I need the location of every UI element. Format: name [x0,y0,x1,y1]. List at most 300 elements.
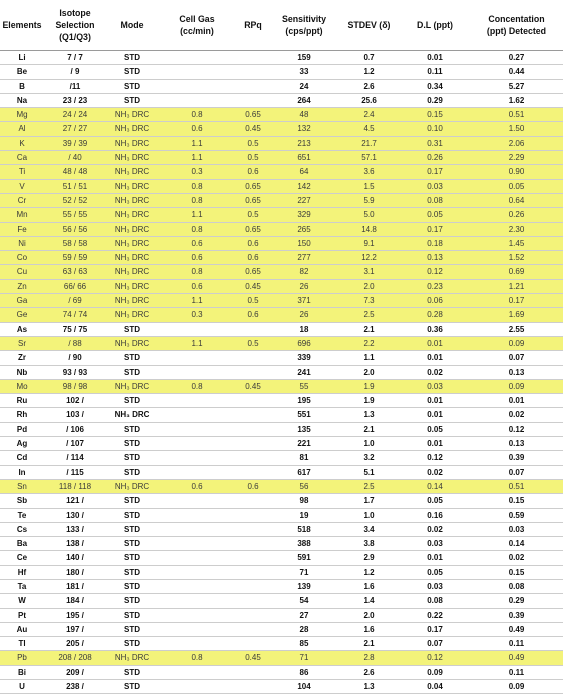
mode-cell: STD [106,365,158,379]
cell-gas-cell [158,451,236,465]
isotope-cell: /11 [44,79,106,93]
isotope-cell: 184 / [44,594,106,608]
detection-limit-cell: 0.03 [400,179,470,193]
header-line: Cell Gas [179,13,215,24]
rpq-cell [236,622,270,636]
concentration-cell: 0.02 [470,551,563,565]
concentration-cell: 0.05 [470,179,563,193]
mode-cell: STD [106,437,158,451]
rpq-cell [236,65,270,79]
element-cell: Pt [0,608,44,622]
mode-cell: STD [106,680,158,694]
element-cell: In [0,465,44,479]
sensitivity-cell: 591 [270,551,338,565]
detection-limit-cell: 0.23 [400,279,470,293]
table-row [0,579,563,593]
isotope-cell: / 69 [44,294,106,308]
stdev-cell: 12.2 [338,251,400,265]
sensitivity-cell: 265 [270,222,338,236]
table-row [0,665,563,679]
concentration-cell: 0.15 [470,565,563,579]
element-cell: U [0,680,44,694]
header-line: Concentation [488,13,545,24]
cell-gas-cell: 0.8 [158,179,236,193]
sensitivity-cell: 150 [270,236,338,250]
isotope-cell: / 88 [44,336,106,350]
concentration-cell: 0.07 [470,351,563,365]
stdev-cell: 2.8 [338,651,400,665]
table-row [0,265,563,279]
mode-cell: STD [106,51,158,65]
element-cell: Au [0,622,44,636]
element-cell: Ag [0,437,44,451]
mode-cell: STD [106,594,158,608]
stdev-cell: 21.7 [338,136,400,150]
isotope-cell: 195 / [44,608,106,622]
element-cell: Na [0,93,44,107]
cell-gas-cell: 0.3 [158,165,236,179]
detection-limit-cell: 0.14 [400,479,470,493]
concentration-cell: 0.49 [470,651,563,665]
detection-limit-cell: 0.12 [400,651,470,665]
element-cell: W [0,594,44,608]
stdev-cell: 2.4 [338,108,400,122]
header-line: RPq [244,19,262,30]
element-cell: Ba [0,537,44,551]
cell-gas-cell: 0.8 [158,265,236,279]
mode-cell: STD [106,79,158,93]
cell-gas-cell [158,508,236,522]
rpq-cell [236,565,270,579]
element-cell: Mn [0,208,44,222]
element-cell: Ca [0,151,44,165]
rpq-cell: 0.5 [236,208,270,222]
rpq-cell: 0.5 [236,151,270,165]
table-row [0,336,563,350]
isotope-cell: 180 / [44,565,106,579]
isotope-cell: 56 / 56 [44,222,106,236]
mode-cell: NH₃ DRC [106,208,158,222]
cell-gas-cell [158,422,236,436]
stdev-cell: 1.2 [338,565,400,579]
cell-gas-cell [158,79,236,93]
cell-gas-cell: 0.8 [158,379,236,393]
table-row [0,551,563,565]
mode-cell: NH₃ DRC [106,265,158,279]
rpq-cell: 0.65 [236,193,270,207]
stdev-cell: 1.6 [338,622,400,636]
mode-cell: NH₃ DRC [106,294,158,308]
concentration-cell: 2.29 [470,151,563,165]
table-row [0,565,563,579]
table-row [0,294,563,308]
stdev-cell: 7.3 [338,294,400,308]
element-cell: Sb [0,494,44,508]
mode-cell: NH₃ DRC [106,222,158,236]
rpq-cell [236,579,270,593]
stdev-cell: 1.6 [338,579,400,593]
table-row [0,65,563,79]
concentration-cell: 0.64 [470,193,563,207]
table-row [0,79,563,93]
detection-limit-cell: 0.34 [400,79,470,93]
detection-limit-cell: 0.18 [400,236,470,250]
sensitivity-cell: 518 [270,522,338,536]
cell-gas-cell: 0.6 [158,122,236,136]
element-cell: Pd [0,422,44,436]
stdev-cell: 5.0 [338,208,400,222]
header-line: Elements [2,19,42,30]
cell-gas-cell [158,465,236,479]
element-cell: Ge [0,308,44,322]
stdev-cell: 9.1 [338,236,400,250]
rpq-cell [236,508,270,522]
rpq-cell [236,494,270,508]
concentration-cell: 0.03 [470,522,563,536]
sensitivity-cell: 696 [270,336,338,350]
table-row [0,594,563,608]
rpq-cell [236,437,270,451]
table-row [0,608,563,622]
detection-limit-cell: 0.02 [400,465,470,479]
isotope-cell: 133 / [44,522,106,536]
sensitivity-cell: 139 [270,579,338,593]
rpq-cell [236,365,270,379]
element-cell: Pb [0,651,44,665]
mode-cell: STD [106,637,158,651]
isotope-cell: 102 / [44,394,106,408]
table-header [0,0,563,51]
rpq-cell [236,608,270,622]
sensitivity-cell: 277 [270,251,338,265]
cell-gas-cell [158,680,236,694]
rpq-cell: 0.5 [236,294,270,308]
mode-cell: STD [106,608,158,622]
detection-limit-cell: 0.10 [400,122,470,136]
isotope-cell: 23 / 23 [44,93,106,107]
cell-gas-cell [158,537,236,551]
element-cell: K [0,136,44,150]
rpq-cell [236,680,270,694]
table-row [0,151,563,165]
table-row [0,437,563,451]
isotope-cell: 138 / [44,537,106,551]
rpq-cell: 0.45 [236,379,270,393]
mode-cell: STD [106,579,158,593]
header-line: Isotope [59,7,91,18]
concentration-cell: 1.21 [470,279,563,293]
stdev-cell: 2.6 [338,665,400,679]
table-row [0,308,563,322]
sensitivity-cell: 159 [270,51,338,65]
mode-cell: NH₃ DRC [106,193,158,207]
stdev-cell: 1.0 [338,437,400,451]
sensitivity-cell: 85 [270,637,338,651]
concentration-cell: 0.26 [470,208,563,222]
cell-gas-cell [158,579,236,593]
rpq-cell [236,51,270,65]
table-row [0,51,563,65]
concentration-cell: 0.39 [470,608,563,622]
sensitivity-cell: 551 [270,408,338,422]
concentration-cell: 0.27 [470,51,563,65]
mode-cell: STD [106,522,158,536]
element-cell: Tl [0,637,44,651]
sensitivity-cell: 26 [270,279,338,293]
concentration-cell: 0.13 [470,437,563,451]
cell-gas-cell: 0.8 [158,222,236,236]
isotope-cell: 59 / 59 [44,251,106,265]
sensitivity-cell: 18 [270,322,338,336]
isotope-cell: 27 / 27 [44,122,106,136]
mode-cell: STD [106,93,158,107]
stdev-cell: 14.8 [338,222,400,236]
header-line: D.L (ppt) [417,19,453,30]
cell-gas-cell [158,365,236,379]
isotope-cell: 52 / 52 [44,193,106,207]
detection-limit-cell: 0.07 [400,637,470,651]
rpq-cell: 0.6 [236,236,270,250]
table-row [0,122,563,136]
mode-cell: STD [106,451,158,465]
header-line: STDEV (δ) [347,19,391,30]
detection-limit-cell: 0.05 [400,422,470,436]
stdev-cell: 2.6 [338,79,400,93]
concentration-cell: 0.11 [470,637,563,651]
detection-limit-cell: 0.01 [400,551,470,565]
rpq-cell [236,394,270,408]
mode-cell: STD [106,551,158,565]
detection-limit-cell: 0.15 [400,108,470,122]
mode-cell: STD [106,494,158,508]
detection-limit-cell: 0.17 [400,222,470,236]
stdev-cell: 2.1 [338,637,400,651]
stdev-cell: 1.9 [338,394,400,408]
stdev-cell: 3.1 [338,265,400,279]
concentration-cell: 1.69 [470,308,563,322]
table-row [0,494,563,508]
isotope-cell: / 9 [44,65,106,79]
mode-cell: NH₃ DRC [106,151,158,165]
table-row [0,165,563,179]
isotope-cell: 39 / 39 [44,136,106,150]
cell-gas-cell [158,351,236,365]
cell-gas-cell [158,551,236,565]
concentration-cell: 0.69 [470,265,563,279]
element-cell: Ni [0,236,44,250]
stdev-cell: 1.5 [338,179,400,193]
isotope-cell: / 106 [44,422,106,436]
rpq-cell: 0.45 [236,651,270,665]
detection-limit-cell: 0.29 [400,93,470,107]
stdev-cell: 1.3 [338,408,400,422]
element-cell: Cd [0,451,44,465]
concentration-cell: 2.55 [470,322,563,336]
sensitivity-cell: 27 [270,608,338,622]
detection-limit-cell: 0.01 [400,351,470,365]
concentration-cell: 1.62 [470,93,563,107]
detection-limit-cell: 0.03 [400,379,470,393]
table-row [0,251,563,265]
header-cell-gas [158,0,236,51]
stdev-cell: 1.0 [338,508,400,522]
stdev-cell: 2.2 [338,336,400,350]
cell-gas-cell: 1.1 [158,208,236,222]
stdev-cell: 1.1 [338,351,400,365]
cell-gas-cell: 1.1 [158,151,236,165]
cell-gas-cell: 0.6 [158,279,236,293]
stdev-cell: 5.1 [338,465,400,479]
element-cell: Te [0,508,44,522]
cell-gas-cell [158,608,236,622]
sensitivity-cell: 86 [270,665,338,679]
element-cell: Cs [0,522,44,536]
table-row [0,108,563,122]
isotope-cell: 51 / 51 [44,179,106,193]
isotope-cell: 130 / [44,508,106,522]
detection-limit-cell: 0.03 [400,579,470,593]
cell-gas-cell [158,51,236,65]
concentration-cell: 0.90 [470,165,563,179]
isotope-cell: / 40 [44,151,106,165]
sensitivity-cell: 54 [270,594,338,608]
cell-gas-cell: 0.8 [158,193,236,207]
rpq-cell [236,465,270,479]
stdev-cell: 2.0 [338,608,400,622]
element-cell: Mg [0,108,44,122]
stdev-cell: 1.2 [338,65,400,79]
cell-gas-cell [158,494,236,508]
rpq-cell [236,537,270,551]
isotope-cell: 58 / 58 [44,236,106,250]
detection-limit-cell: 0.13 [400,251,470,265]
mode-cell: NH₃ DRC [106,408,158,422]
element-cell: Zr [0,351,44,365]
header-line: Selection [55,19,95,30]
isotope-cell: 75 / 75 [44,322,106,336]
table-row [0,236,563,250]
header-line: (Q1/Q3) [59,32,91,43]
header-stdev [338,0,400,51]
cell-gas-cell [158,437,236,451]
table-row [0,651,563,665]
cell-gas-cell [158,594,236,608]
sensitivity-cell: 104 [270,680,338,694]
concentration-cell: 0.39 [470,451,563,465]
concentration-cell: 1.45 [470,236,563,250]
sensitivity-cell: 64 [270,165,338,179]
sensitivity-cell: 71 [270,651,338,665]
concentration-cell: 0.13 [470,365,563,379]
concentration-cell: 0.14 [470,537,563,551]
stdev-cell: 2.0 [338,365,400,379]
isotope-cell: 63 / 63 [44,265,106,279]
mode-cell: NH₃ DRC [106,108,158,122]
detection-limit-cell: 0.17 [400,165,470,179]
cell-gas-cell: 0.3 [158,308,236,322]
element-cell: Zn [0,279,44,293]
rpq-cell: 0.65 [236,265,270,279]
mode-cell: NH₃ DRC [106,251,158,265]
header-line: (cps/ppt) [285,26,323,36]
rpq-cell [236,351,270,365]
rpq-cell: 0.6 [236,308,270,322]
mode-cell: NH₃ DRC [106,308,158,322]
mode-cell: STD [106,65,158,79]
rpq-cell [236,594,270,608]
element-cell: Ta [0,579,44,593]
cell-gas-cell [158,622,236,636]
rpq-cell [236,79,270,93]
sensitivity-cell: 48 [270,108,338,122]
table-row [0,465,563,479]
mode-cell: NH₃ DRC [106,279,158,293]
element-cell: As [0,322,44,336]
sensitivity-cell: 264 [270,93,338,107]
isotope-cell: 98 / 98 [44,379,106,393]
header-line: (cc/min) [180,26,214,36]
isotope-cell: 197 / [44,622,106,636]
concentration-cell: 0.51 [470,108,563,122]
stdev-cell: 3.8 [338,537,400,551]
sensitivity-cell: 371 [270,294,338,308]
mode-cell: NH₃ DRC [106,165,158,179]
isotope-cell: 238 / [44,680,106,694]
rpq-cell [236,665,270,679]
detection-limit-cell: 0.31 [400,136,470,150]
element-cell: Fe [0,222,44,236]
rpq-cell: 0.65 [236,179,270,193]
sensitivity-cell: 28 [270,622,338,636]
mode-cell: STD [106,508,158,522]
concentration-cell: 0.59 [470,508,563,522]
rpq-cell [236,451,270,465]
detection-limit-cell: 0.11 [400,65,470,79]
stdev-cell: 1.7 [338,494,400,508]
rpq-cell: 0.65 [236,222,270,236]
rpq-cell: 0.6 [236,479,270,493]
header-elements [0,0,44,51]
isotope-cell: / 114 [44,451,106,465]
stdev-cell: 2.9 [338,551,400,565]
concentration-cell: 0.44 [470,65,563,79]
element-cell: Be [0,65,44,79]
sensitivity-cell: 135 [270,422,338,436]
stdev-cell: 5.9 [338,193,400,207]
table-row [0,422,563,436]
table-row [0,408,563,422]
sensitivity-cell: 195 [270,394,338,408]
table-row [0,451,563,465]
stdev-cell: 1.4 [338,594,400,608]
isotope-cell: 66/ 66 [44,279,106,293]
cell-gas-cell [158,665,236,679]
table-row [0,279,563,293]
table-row [0,322,563,336]
concentration-cell: 0.09 [470,336,563,350]
concentration-cell: 2.30 [470,222,563,236]
header-rpq [236,0,270,51]
element-cell: Co [0,251,44,265]
mode-cell: STD [106,665,158,679]
table-row [0,537,563,551]
rpq-cell [236,637,270,651]
table-body [0,51,563,694]
sensitivity-cell: 329 [270,208,338,222]
table-row [0,379,563,393]
mode-cell: STD [106,465,158,479]
rpq-cell: 0.65 [236,108,270,122]
